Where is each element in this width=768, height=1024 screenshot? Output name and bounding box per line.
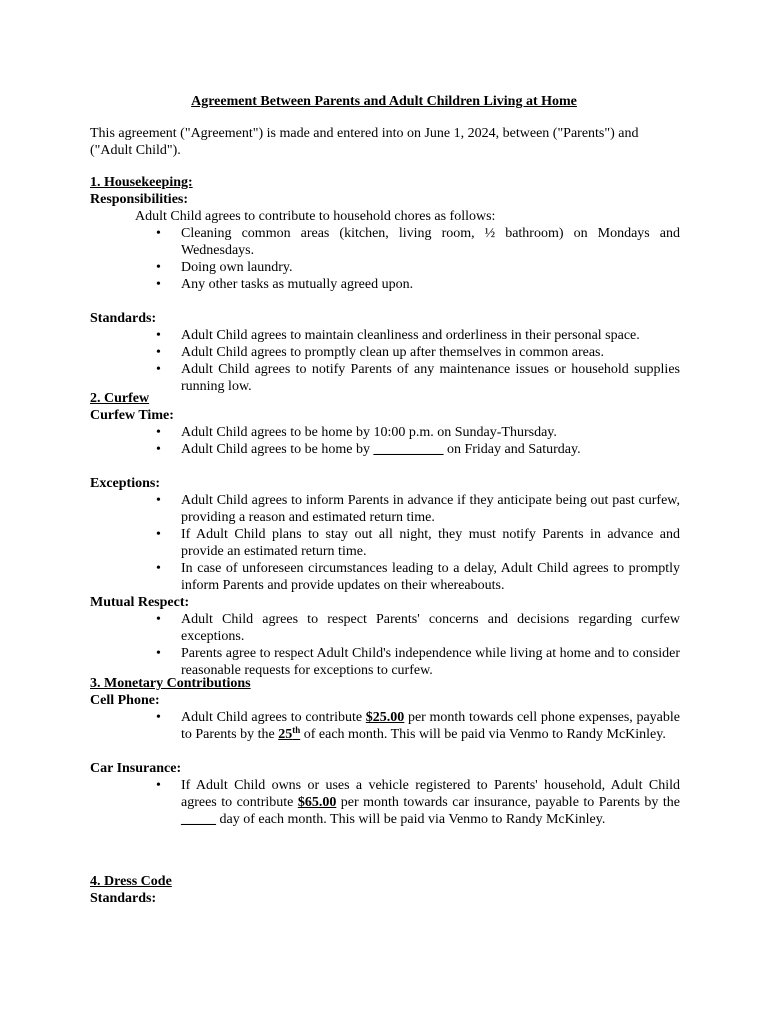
list-item: • Parents agree to respect Adult Child's independence while living at home and to consider reasonable requests for exceptions to curfew. (90, 645, 680, 679)
section-heading: 2. Curfew (90, 391, 150, 406)
exceptions-list (90, 492, 680, 594)
list-item: • Adult Child agrees to inform Parents in advance if they anticipate being out past curfew, providing a reason and estimated return time. (90, 492, 680, 526)
subheading-cell-phone: Cell Phone: (90, 693, 160, 708)
section-curfew (90, 390, 680, 679)
list-item: • If Adult Child owns or uses a vehicle registered to Parents' household, Adult Child agrees to contribute $65.00 per month towards car insurance, payable to Parents by the _____ day of each month. This will be paid via Venmo to Randy McKinley. (90, 777, 680, 828)
list-item: • Adult Child agrees to promptly clean up after themselves in common areas. (90, 344, 680, 361)
list-item: • Doing own laundry. (90, 259, 680, 276)
responsibilities-list (90, 225, 680, 293)
list-item: • Any other tasks as mutually agreed upon. (90, 276, 680, 293)
section-heading: 3. Monetary Contributions (90, 676, 251, 691)
subheading-standards: Standards: (90, 311, 157, 326)
list-item: • Adult Child agrees to respect Parents' concerns and decisions regarding curfew exceptions. (90, 611, 680, 645)
list-item: • Adult Child agrees to maintain cleanliness and orderliness in their personal space. (90, 327, 680, 344)
intro-paragraph: This agreement ("Agreement") is made and entered into on June 1, 2024, between ("Parents") and ("Adult Child"). (90, 126, 639, 158)
list-item: • Adult Child agrees to be home by 10:00 p.m. on Sunday-Thursday. (90, 424, 680, 441)
section-heading: 4. Dress Code (90, 874, 172, 889)
amount: $25.00 (365, 710, 405, 725)
cell-phone-list (90, 709, 680, 743)
list-item: • Adult Child agrees to contribute $25.00 per month towards cell phone expenses, payable to Parents by the 25th of each month. This will be paid via Venmo to Randy McKinley. (90, 709, 680, 743)
due-day: 25th (278, 725, 301, 742)
list-item: • Adult Child agrees to be home by __________ on Friday and Saturday. (90, 441, 680, 458)
document-title: Agreement Between Parents and Adult Children Living at Home (191, 94, 577, 109)
list-item: • In case of unforeseen circumstances leading to a delay, Adult Child agrees to promptly inform Parents and provide updates on their whereabouts. (90, 560, 680, 594)
section-monetary (90, 675, 680, 828)
subheading-car-insurance: Car Insurance: (90, 761, 182, 776)
responsibilities-lead: Adult Child agrees to contribute to household chores as follows: (135, 209, 496, 224)
section-dress-code (90, 873, 680, 907)
section-heading: 1. Housekeeping: (90, 175, 193, 190)
section-housekeeping (90, 174, 680, 395)
blank-field: __________ (373, 442, 444, 457)
curfew-time-list (90, 424, 680, 458)
list-item: • Cleaning common areas (kitchen, living room, ½ bathroom) on Mondays and Wednesdays. (90, 225, 680, 259)
list-item: • If Adult Child plans to stay out all night, they must notify Parents in advance and provide an estimated return time. (90, 526, 680, 560)
subheading-responsibilities: Responsibilities: (90, 192, 189, 207)
list-item: • Adult Child agrees to notify Parents of any maintenance issues or household supplies running low. (90, 361, 680, 395)
standards-list (90, 327, 680, 395)
subheading-dress-standards: Standards: (90, 891, 157, 906)
subheading-mutual-respect: Mutual Respect: (90, 595, 190, 610)
amount: $65.00 (297, 795, 337, 810)
subheading-curfew-time: Curfew Time: (90, 408, 174, 423)
subheading-exceptions: Exceptions: (90, 476, 160, 491)
car-insurance-list (90, 777, 680, 828)
blank-field: _____ (181, 812, 216, 827)
mutual-respect-list (90, 611, 680, 679)
